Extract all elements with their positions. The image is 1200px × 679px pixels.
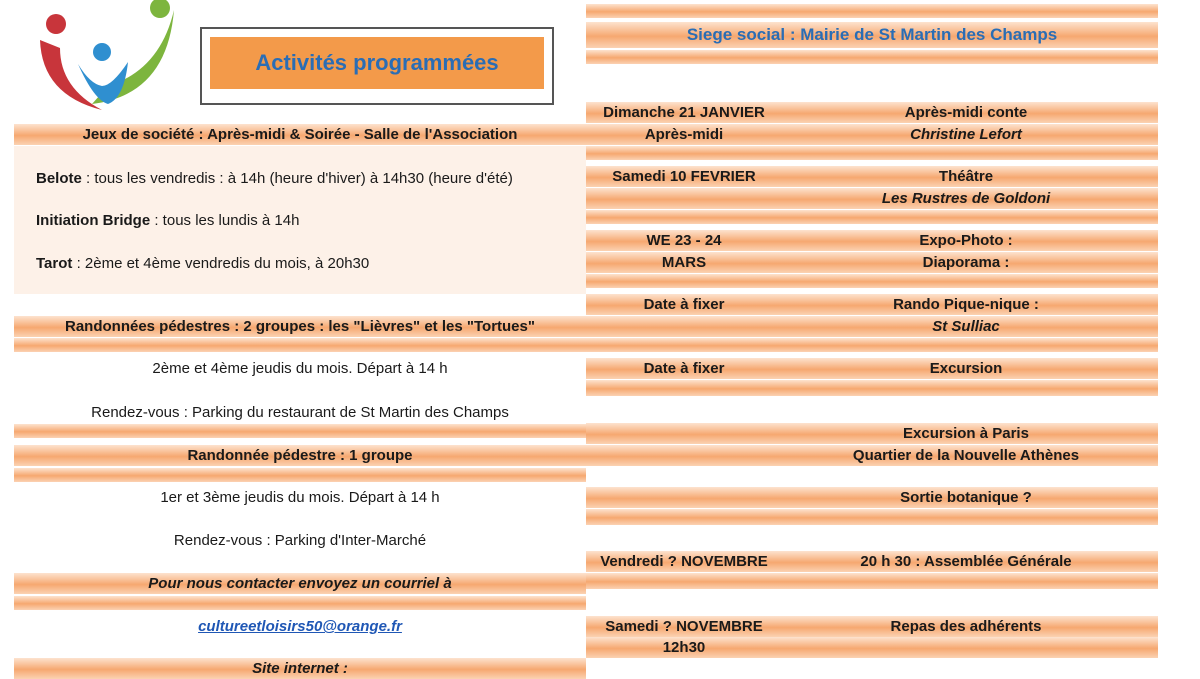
- rando1-heading: Randonnées pédestres : 2 groupes : les "Lièvres" et les "Tortues": [14, 316, 586, 337]
- event-row: St Sulliac: [586, 316, 1158, 337]
- event-row: Sortie botanique ?: [586, 487, 1158, 508]
- event-row: Quartier de la Nouvelle Athènes: [586, 445, 1158, 466]
- belote-line: Belote : tous les vendredis : à 14h (heure d'hiver) à 14h30 (heure d'été): [36, 170, 513, 187]
- band: [14, 338, 586, 352]
- event-row: Les Rustres de Goldoni: [586, 188, 1158, 209]
- band: [586, 4, 1158, 18]
- rando1-schedule: 2ème et 4ème jeudis du mois. Départ à 14 h: [152, 360, 448, 377]
- band: [586, 50, 1158, 64]
- event-row: Samedi 10 FEVRIER Théâtre: [586, 166, 1158, 187]
- contact-email-row: [14, 616, 586, 637]
- jeux-heading: Jeux de société : Après-midi & Soirée - Salle de l'Association: [14, 124, 586, 145]
- page-title: Activités programmées: [210, 37, 544, 89]
- event-row: Samedi ? NOVEMBRE Repas des adhérents: [586, 616, 1158, 637]
- rando2-schedule: 1er et 3ème jeudis du mois. Départ à 14 h: [160, 489, 440, 506]
- event-row: 12h30: [586, 637, 1158, 658]
- event-row: WE 23 - 24 Expo-Photo :: [586, 230, 1158, 251]
- event-row: Date à fixer Rando Pique-nique :: [586, 294, 1158, 315]
- siege-social: Siege social : Mairie de St Martin des Champs: [586, 22, 1158, 48]
- rando2-meeting: Rendez-vous : Parking d'Inter-Marché: [173, 532, 427, 549]
- contact-email-link[interactable]: cultureetloisirs50@orange.fr: [198, 618, 402, 635]
- title-box: [200, 27, 554, 105]
- band: [14, 424, 586, 438]
- event-row: Après-midi Christine Lefort: [586, 124, 1158, 145]
- rando1-meeting: Rendez-vous : Parking du restaurant de St Martin des Champs: [91, 404, 509, 421]
- band: [586, 338, 1158, 352]
- event-row: Dimanche 21 JANVIER Après-midi conte: [586, 102, 1158, 123]
- band: [586, 146, 1158, 160]
- band: [586, 509, 1158, 525]
- event-row: Excursion à Paris: [586, 423, 1158, 444]
- band: [586, 274, 1158, 288]
- site-heading: Site internet :: [14, 658, 586, 679]
- tarot-line: Tarot : 2ème et 4ème vendredis du mois, à 20h30: [36, 255, 370, 272]
- band: [14, 468, 586, 482]
- bridge-line: Initiation Bridge : tous les lundis à 14h: [36, 212, 300, 229]
- event-row: Date à fixer Excursion: [586, 358, 1158, 379]
- band: [586, 210, 1158, 224]
- band: [586, 380, 1158, 396]
- association-logo: [32, 0, 180, 112]
- contact-heading: Pour nous contacter envoyez un courriel à: [14, 573, 586, 594]
- event-row: MARS Diaporama :: [586, 252, 1158, 273]
- band: [14, 596, 586, 610]
- event-row: Vendredi ? NOVEMBRE 20 h 30 : Assemblée Générale: [586, 551, 1158, 572]
- band: [586, 573, 1158, 589]
- rando2-heading: Randonnée pédestre : 1 groupe: [14, 445, 586, 466]
